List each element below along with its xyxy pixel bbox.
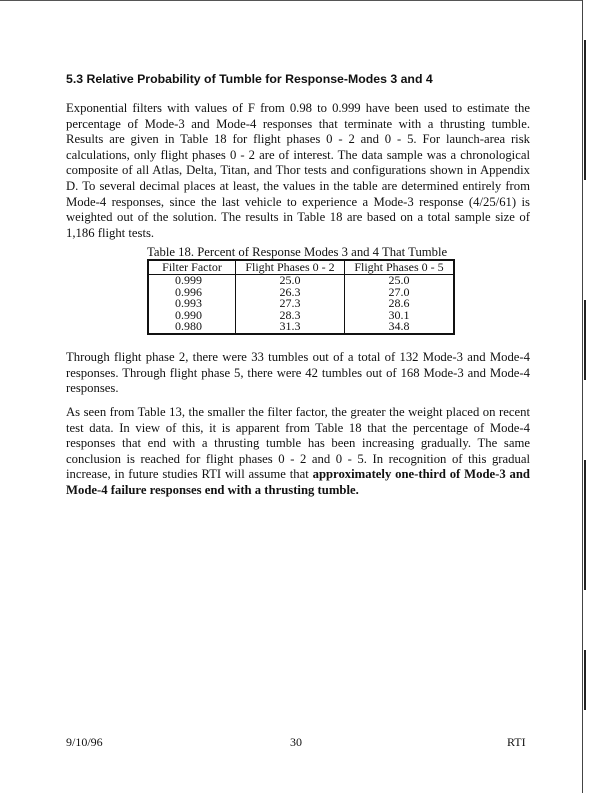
footer-organization: RTI: [507, 735, 526, 749]
table-cell: 34.8: [345, 321, 455, 334]
body-paragraph: Through flight phase 2, there were 33 tumbles out of a total of 132 Mode-3 and Mode-4 responses. Through flight phase 5, there were 42 tumbles out of 168 Mode-3 and Mode-4 responses.: [66, 350, 530, 396]
conclusion-text: approximately one-third of Mode-3 and Mode-4 failure responses end with a thrusting tumble.: [66, 467, 530, 497]
scan-mark: [584, 300, 586, 380]
scan-mark: [584, 460, 586, 590]
column-header: Flight Phases 0 - 2: [236, 260, 345, 275]
table-row: [148, 321, 454, 334]
table-cell: 0.996: [148, 287, 236, 299]
table-cell: 27.3: [236, 298, 345, 310]
results-table: [147, 259, 455, 335]
page-number: 30: [290, 735, 302, 749]
page-top-edge: [0, 0, 582, 1]
table-cell: 31.3: [236, 321, 345, 334]
table-cell: 26.3: [236, 287, 345, 299]
table-cell: 25.0: [236, 275, 345, 287]
scan-mark: [584, 650, 586, 710]
footer-date: 9/10/96: [66, 735, 103, 749]
table-cell: 28.3: [236, 310, 345, 322]
body-paragraph: Exponential filters with values of F from 0.98 to 0.999 have been used to estimate the percentage of Mode-3 and Mode-4 responses that terminate with a thrusting tumble. Results are given in Table 18 for flight phases 0 - 2 and 0 - 5. For launch-area risk calculations, only flight phases 0 - 2 are of interest. The data sample was a chronological composite of all Atlas, Delta, Titan, and Thor tests and configurations shown in Appendix D. To several decimal places at least, the values in the table are determined entirely from Mode-4 responses, since the last vehicle to experience a Mode-3 response (4/25/61) is weighted out of the solution. The results in Table 18 are based on a total sample size of 1,186 flight tests.: [66, 101, 530, 240]
table-cell: 30.1: [345, 310, 455, 322]
table-cell: 0.980: [148, 321, 236, 334]
table-cell: 0.993: [148, 298, 236, 310]
body-paragraph: [66, 405, 530, 499]
table-cell: 0.999: [148, 275, 236, 287]
table-cell: 0.990: [148, 310, 236, 322]
column-header: Filter Factor: [148, 260, 236, 275]
column-header: Flight Phases 0 - 5: [345, 260, 455, 275]
scan-mark: [584, 40, 586, 180]
page-right-edge: [582, 0, 583, 793]
table-cell: 27.0: [345, 287, 455, 299]
table-cell: 25.0: [345, 275, 455, 287]
table-caption: Table 18. Percent of Response Modes 3 and 4 That Tumble: [147, 245, 448, 259]
section-heading: 5.3 Relative Probability of Tumble for Response-Modes 3 and 4: [66, 72, 433, 86]
paragraph-text: As seen from Table 13, the smaller the filter factor, the greater the weight placed on recent test data. In view of this, it is apparent from Table 18 that the percentage of Mode-4 responses that end with a thrusting tumble has been increasing gradually. The same conclusion is reached for flight phases 0 - 2 and 0 - 5. In recognition of this gradual increase, in future studies RTI will assume that: [66, 405, 530, 482]
table-cell: 28.6: [345, 298, 455, 310]
